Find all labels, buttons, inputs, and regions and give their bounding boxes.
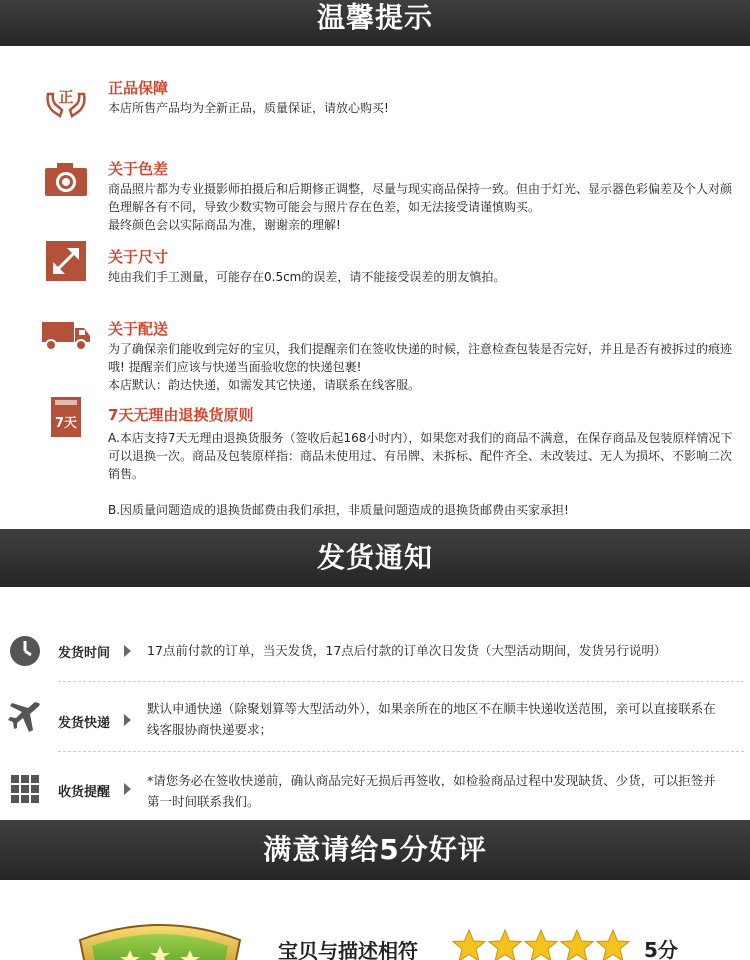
star-icon [560,929,594,960]
shipping-banner-title: 发货通知 [316,541,433,574]
svg-text:正: 正 [58,88,74,106]
hands-genuine-icon [40,79,92,121]
badge-shield-icon [70,920,250,960]
shipping-text: 默认申通快递（除聚划算等大型活动外），如果亲所在的地区不在顺丰快递收送范围，亲可以直接联系在线客服协商快递要求； [147,701,716,737]
tip-text: A.本店支持7天无理由退换货服务（签收后起168小时内），如果您对我们的商品不满意，在保存商品及包装原样情况下可以退换一次。商品及包装原样指：商品未使用过、有吊牌、未拆标、配件齐全、未改装过、无人为损坏、不影响二次销售。 [108,431,733,481]
tip-title: 正品保障 [108,79,169,97]
rating-banner [0,820,750,880]
star-icon [452,929,486,960]
tip-body [108,429,734,519]
divider [58,751,744,752]
tip-body [108,99,734,117]
tip-text: 商品照片都为专业摄影师拍摄后和后期修正调整，尽量与现实商品保持一致。但由于灯光、显示器色彩偏差及个人对颜色理解各有不同，导致少数实物可能会与照片存在色差，如无法接受请谨慎购买。 [108,182,733,214]
star-icon [524,929,558,960]
tip-body [108,340,734,394]
chevron-right-icon [124,645,131,657]
tips-banner-title: 温馨提示 [316,1,433,34]
shipping-text: 17点前付款的订单，当天发货，17点后付款的订单次日发货（大型活动期间，发货另行说明） [147,643,667,658]
svg-text:7天: 7天 [54,416,78,431]
tip-text: 本店默认：韵达快递，如需发其它快递，请联系在线客服。 [108,378,421,392]
shipping-banner [0,529,750,587]
rating-section [0,880,750,960]
tip-body [108,268,734,286]
divider [58,681,744,682]
tip-text: 纯由我们手工测量，可能存在0.5cm的误差，请不能接受误差的朋友慎拍。 [108,270,506,284]
delivery-truck-icon [40,314,92,356]
grid-icon [8,772,42,806]
tip-title: 关于色差 [108,160,169,178]
rating-banner-title: 满意请给5分好评 [263,833,487,866]
rating-label: 宝贝与描述相符 [278,939,418,960]
tip-text: B.因质量问题造成的退换货邮费由我们承担，非质量问题造成的退换货邮费由买家承担! [108,503,569,517]
rating-stars [452,929,630,960]
chevron-right-icon [124,783,131,795]
tip-text: 本店所售产品均为全新正品，质量保证，请放心购买! [108,101,389,115]
tip-title: 关于配送 [108,320,169,338]
tip-body [108,180,734,234]
star-icon [596,929,630,960]
tip-title: 7天无理由退换货原则 [108,406,254,424]
clock-icon [8,634,42,668]
calendar-7days-icon [40,396,92,438]
tip-text: 为了确保亲们能收到完好的宝贝，我们提醒亲们在签收快递的时候，注意检查包装是否完好，并且是否有被拆过的痕迹哦! 提醒亲们应该与快递当面验收您的快递包裹! [108,342,733,374]
tip-title: 关于尺寸 [108,248,169,266]
star-icon [488,929,522,960]
chevron-right-icon [124,714,131,726]
airplane-icon [8,700,42,734]
camera-icon [40,158,92,200]
tip-text: 最终颜色会以实际商品为准，谢谢亲的理解! [108,218,341,232]
tips-banner [0,0,750,46]
shipping-label: 收货提醒 [58,785,111,800]
rating-score: 5分 [644,938,678,960]
resize-arrow-icon [40,240,92,282]
shipping-label: 发货时间 [58,646,111,661]
shipping-text: *请您务必在签收快递前，确认商品完好无损后再签收，如检验商品过程中发现缺货、少货，可以拒签并第一时间联系我们。 [147,773,716,809]
shipping-label: 发货快递 [58,716,111,731]
